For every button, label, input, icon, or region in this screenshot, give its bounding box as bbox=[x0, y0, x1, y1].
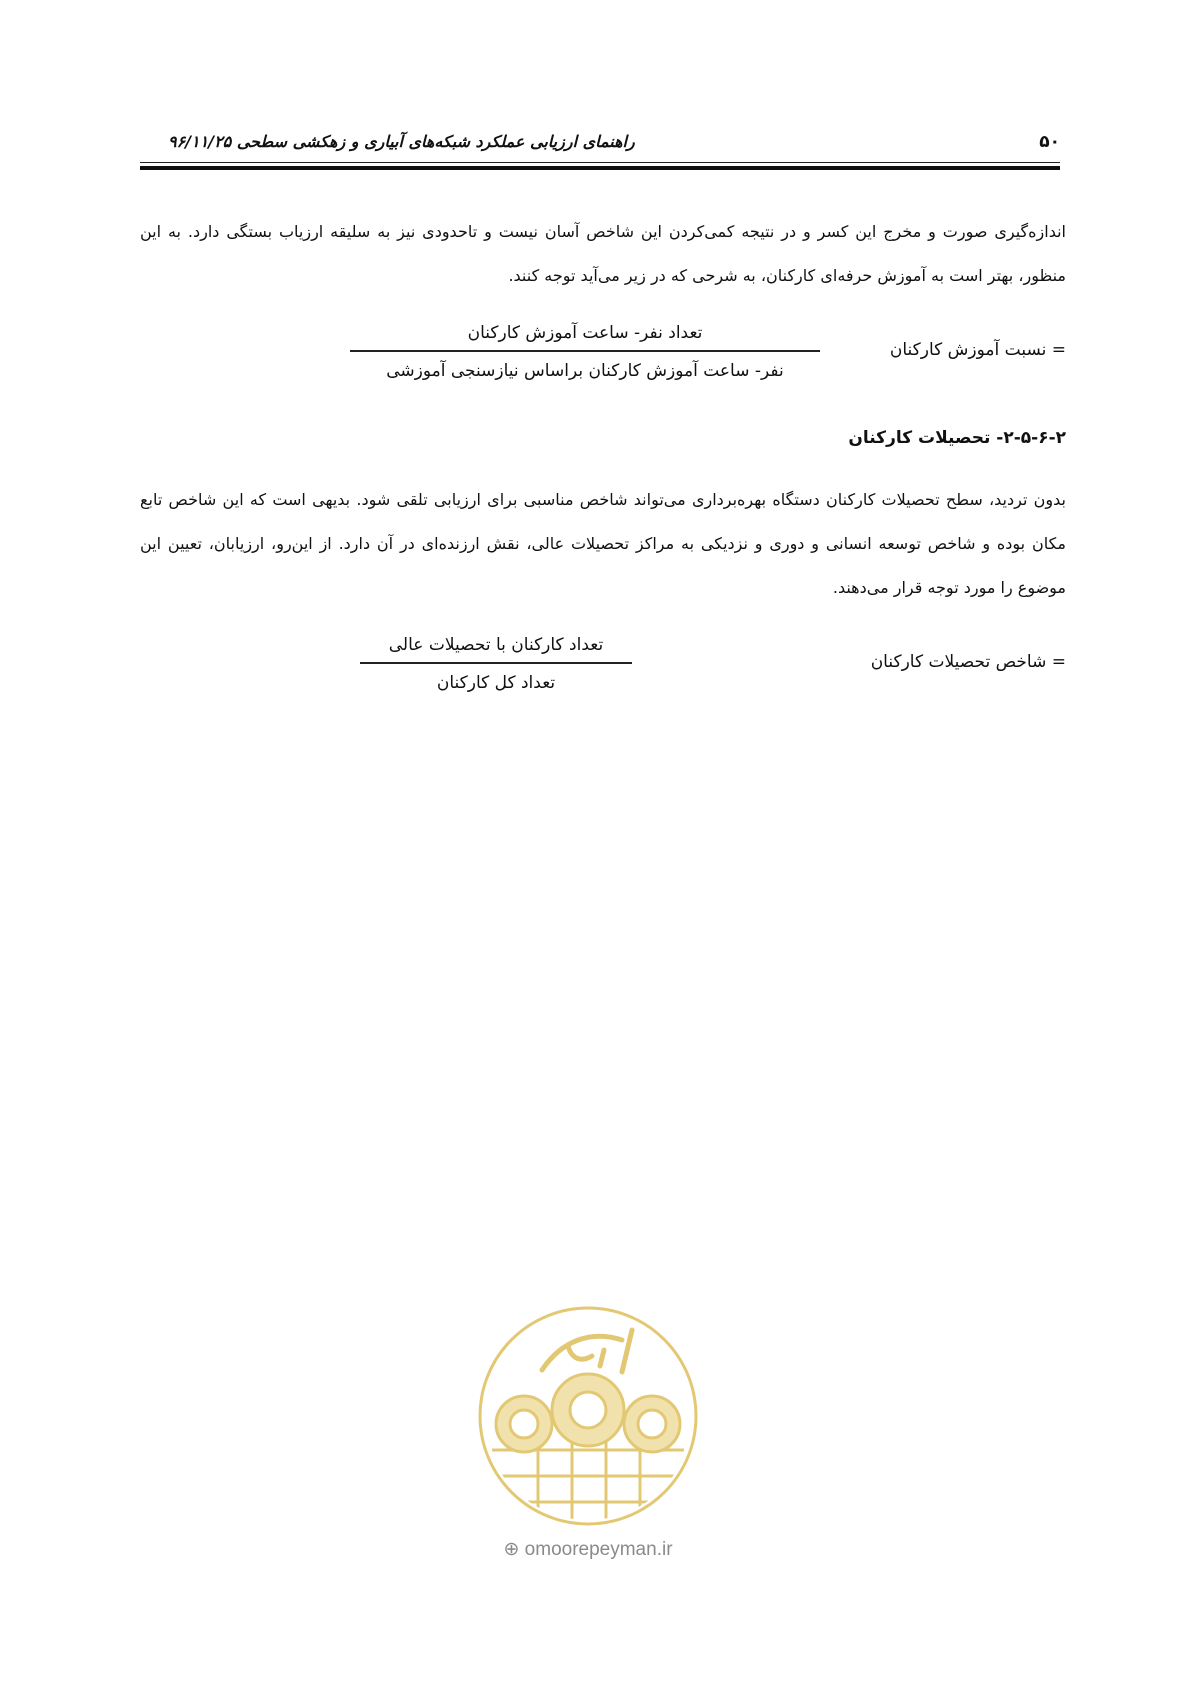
header-title: راهنمای ارزیابی عملکرد شبکه‌های آبیاری و زهکشی سطحی bbox=[236, 132, 635, 151]
watermark-logo bbox=[472, 1300, 704, 1532]
running-title bbox=[140, 132, 635, 151]
gear-icon-center bbox=[552, 1374, 624, 1446]
denominator: نفر- ساعت آموزش کارکنان براساس نیازسنجی آموزشی bbox=[386, 361, 784, 381]
fraction-bar bbox=[350, 350, 820, 352]
logo-calligraphy bbox=[542, 1330, 632, 1372]
logo-grid bbox=[492, 1440, 684, 1532]
page-header bbox=[140, 122, 1060, 182]
page-number: ۵۰ bbox=[1039, 132, 1060, 152]
gear-icon-left bbox=[496, 1396, 552, 1452]
watermark bbox=[472, 1300, 704, 1570]
header-date: ۹۶/۱۱/۲۵ bbox=[168, 132, 232, 151]
gear-icon-right bbox=[624, 1396, 680, 1452]
header-rule-thick bbox=[140, 166, 1060, 170]
formula-training-ratio bbox=[146, 318, 1066, 394]
section-heading: ۲-۵-۶-۲- تحصیلات کارکنان bbox=[848, 428, 1066, 448]
paragraph-intro: اندازه‌گیری صورت و مخرج این کسر و در نتیجه کمی‌کردن این شاخص آسان نیست و تاحدودی نیز به سلیقه ارزیاب بستگی دارد. به این منظور، بهتر است به آموزش حرفه‌ای کارکنان، به شرحی که در زیر می‌آید توجه کنند. bbox=[140, 222, 1066, 285]
watermark-site-text: omoorepeyman.ir bbox=[524, 1539, 673, 1560]
fraction bbox=[360, 630, 632, 698]
header-rule-thin bbox=[140, 162, 1060, 163]
fraction bbox=[350, 318, 820, 386]
formula-lhs: = نسبت آموزش کارکنان bbox=[889, 340, 1066, 360]
denominator: تعداد کل کارکنان bbox=[436, 673, 556, 693]
numerator: تعداد کارکنان با تحصیلات عالی bbox=[388, 635, 604, 655]
fraction-bar bbox=[360, 662, 632, 664]
formula-lhs: = شاخص تحصیلات کارکنان bbox=[870, 652, 1066, 672]
watermark-site: ⊕ omoorepeyman.ir bbox=[503, 1539, 673, 1560]
paragraph-education: بدون تردید، سطح تحصیلات کارکنان دستگاه بهره‌برداری می‌تواند شاخص مناسبی برای ارزیابی تلقی شود. بدیهی است که این شاخص تابع مکان بوده و شاخص توسعه انسانی و دوری و نزدیکی به مراکز تحصیلات عالی، نقش ارزنده‌ای در آن دارد. از این‌رو، ارزیابان، تعیین این موضوع را مورد توجه قرار می‌دهند. bbox=[140, 490, 1066, 597]
formula-education-index bbox=[146, 630, 1066, 706]
numerator: تعداد نفر- ساعت آموزش کارکنان bbox=[467, 323, 703, 343]
